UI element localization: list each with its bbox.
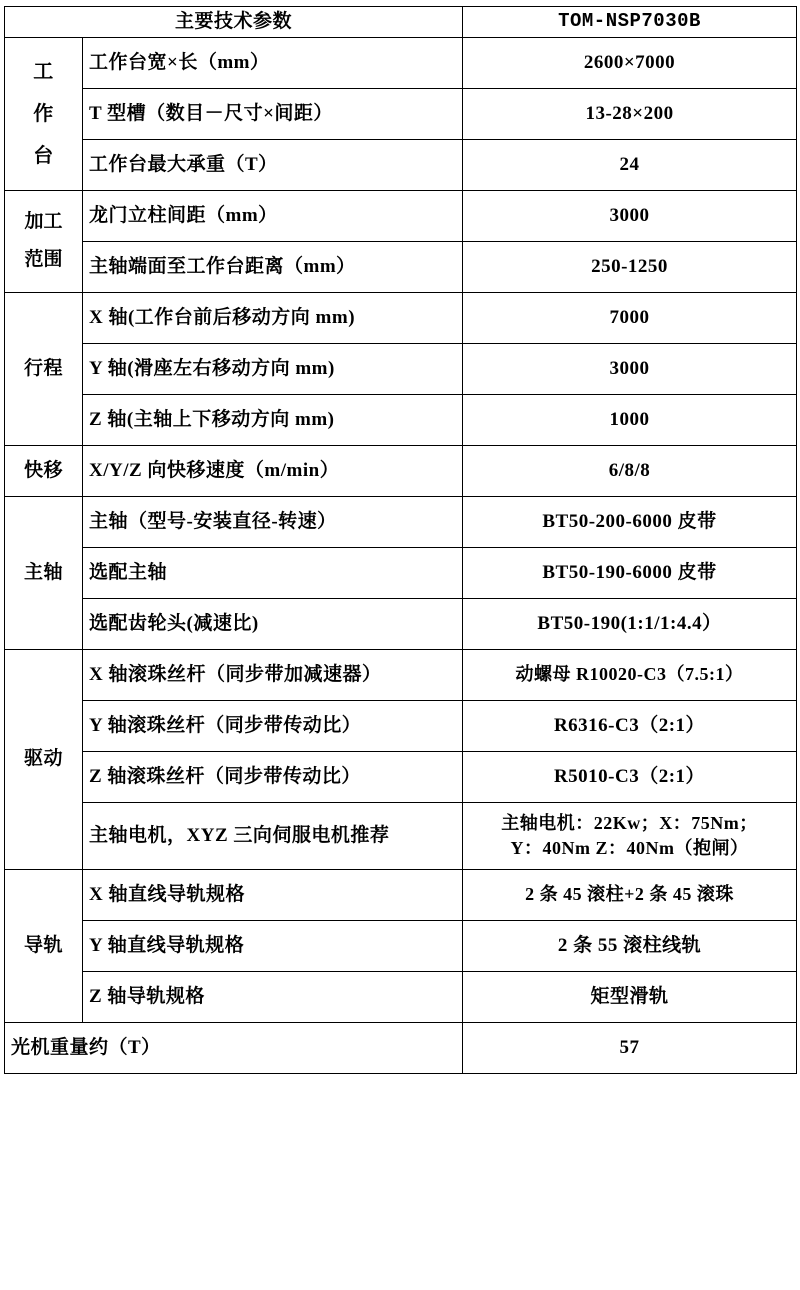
item-label: 光机重量约（T） xyxy=(5,1022,463,1073)
group-label-machining-range: 加工 范围 xyxy=(5,190,83,292)
table-row xyxy=(5,869,797,920)
table-row xyxy=(5,547,797,598)
group-label-travel: 行程 xyxy=(5,292,83,445)
group-label-rapid-traverse: 快移 xyxy=(5,445,83,496)
item-value: 13-28×200 xyxy=(463,88,797,139)
item-value: BT50-190(1:1/1:4.4） xyxy=(463,598,797,649)
table-row xyxy=(5,751,797,802)
item-label: Z 轴导轨规格 xyxy=(83,971,463,1022)
item-value: 57 xyxy=(463,1022,797,1073)
item-label: Y 轴直线导轨规格 xyxy=(83,920,463,971)
item-value: 动螺母 R10020-C3（7.5:1） xyxy=(463,649,797,700)
item-value xyxy=(463,802,797,869)
item-value: 1000 xyxy=(463,394,797,445)
item-value: 250-1250 xyxy=(463,241,797,292)
item-value-line1: 主轴电机：22Kw；X：75Nm； xyxy=(501,813,758,834)
table-row xyxy=(5,241,797,292)
table-row xyxy=(5,292,797,343)
table-row xyxy=(5,496,797,547)
item-label: 工作台宽×长（mm） xyxy=(83,37,463,88)
item-value: R5010-C3（2:1） xyxy=(463,751,797,802)
item-value: 24 xyxy=(463,139,797,190)
item-value: 2 条 45 滚柱+2 条 45 滚珠 xyxy=(463,869,797,920)
table-row xyxy=(5,598,797,649)
item-label: Y 轴(滑座左右移动方向 mm) xyxy=(83,343,463,394)
group-label-drive: 驱动 xyxy=(5,649,83,869)
item-label: 主轴端面至工作台距离（mm） xyxy=(83,241,463,292)
table-row xyxy=(5,971,797,1022)
item-label: 选配主轴 xyxy=(83,547,463,598)
item-value: R6316-C3（2:1） xyxy=(463,700,797,751)
item-label: 主轴（型号-安装直径-转速） xyxy=(83,496,463,547)
item-label: 选配齿轮头(减速比) xyxy=(83,598,463,649)
group-label-guideway: 导轨 xyxy=(5,869,83,1022)
table-row xyxy=(5,700,797,751)
table-row xyxy=(5,394,797,445)
table-row xyxy=(5,139,797,190)
table-row xyxy=(5,343,797,394)
item-value: BT50-200-6000 皮带 xyxy=(463,496,797,547)
table-row xyxy=(5,37,797,88)
table-row xyxy=(5,920,797,971)
item-value: BT50-190-6000 皮带 xyxy=(463,547,797,598)
item-value: 6/8/8 xyxy=(463,445,797,496)
model-name: TOM-NSP7030B xyxy=(463,7,797,38)
item-label: Z 轴(主轴上下移动方向 mm) xyxy=(83,394,463,445)
item-value: 2 条 55 滚柱线轨 xyxy=(463,920,797,971)
item-label: X 轴滚珠丝杆（同步带加减速器） xyxy=(83,649,463,700)
table-row xyxy=(5,802,797,869)
item-value: 矩型滑轨 xyxy=(463,971,797,1022)
table-row xyxy=(5,88,797,139)
table-row xyxy=(5,445,797,496)
item-label: Y 轴滚珠丝杆（同步带传动比） xyxy=(83,700,463,751)
item-label: X 轴直线导轨规格 xyxy=(83,869,463,920)
item-value: 3000 xyxy=(463,343,797,394)
item-value: 3000 xyxy=(463,190,797,241)
spec-title: 主要技术参数 xyxy=(5,7,463,38)
item-value: 7000 xyxy=(463,292,797,343)
item-label: X/Y/Z 向快移速度（m/min） xyxy=(83,445,463,496)
table-row xyxy=(5,190,797,241)
item-value: 2600×7000 xyxy=(463,37,797,88)
group-label-spindle: 主轴 xyxy=(5,496,83,649)
table-row-total-weight xyxy=(5,1022,797,1073)
group-label-worktable: 工 作 台 xyxy=(5,37,83,190)
spec-table xyxy=(4,6,797,1074)
table-row xyxy=(5,649,797,700)
item-label: T 型槽（数目－尺寸×间距） xyxy=(83,88,463,139)
table-header-row xyxy=(5,7,797,38)
item-label: 主轴电机，XYZ 三向伺服电机推荐 xyxy=(83,802,463,869)
item-value-line2: Y：40Nm Z：40Nm（抱闸） xyxy=(510,837,749,858)
item-label: 龙门立柱间距（mm） xyxy=(83,190,463,241)
item-label: 工作台最大承重（T） xyxy=(83,139,463,190)
item-label: X 轴(工作台前后移动方向 mm) xyxy=(83,292,463,343)
item-label: Z 轴滚珠丝杆（同步带传动比） xyxy=(83,751,463,802)
